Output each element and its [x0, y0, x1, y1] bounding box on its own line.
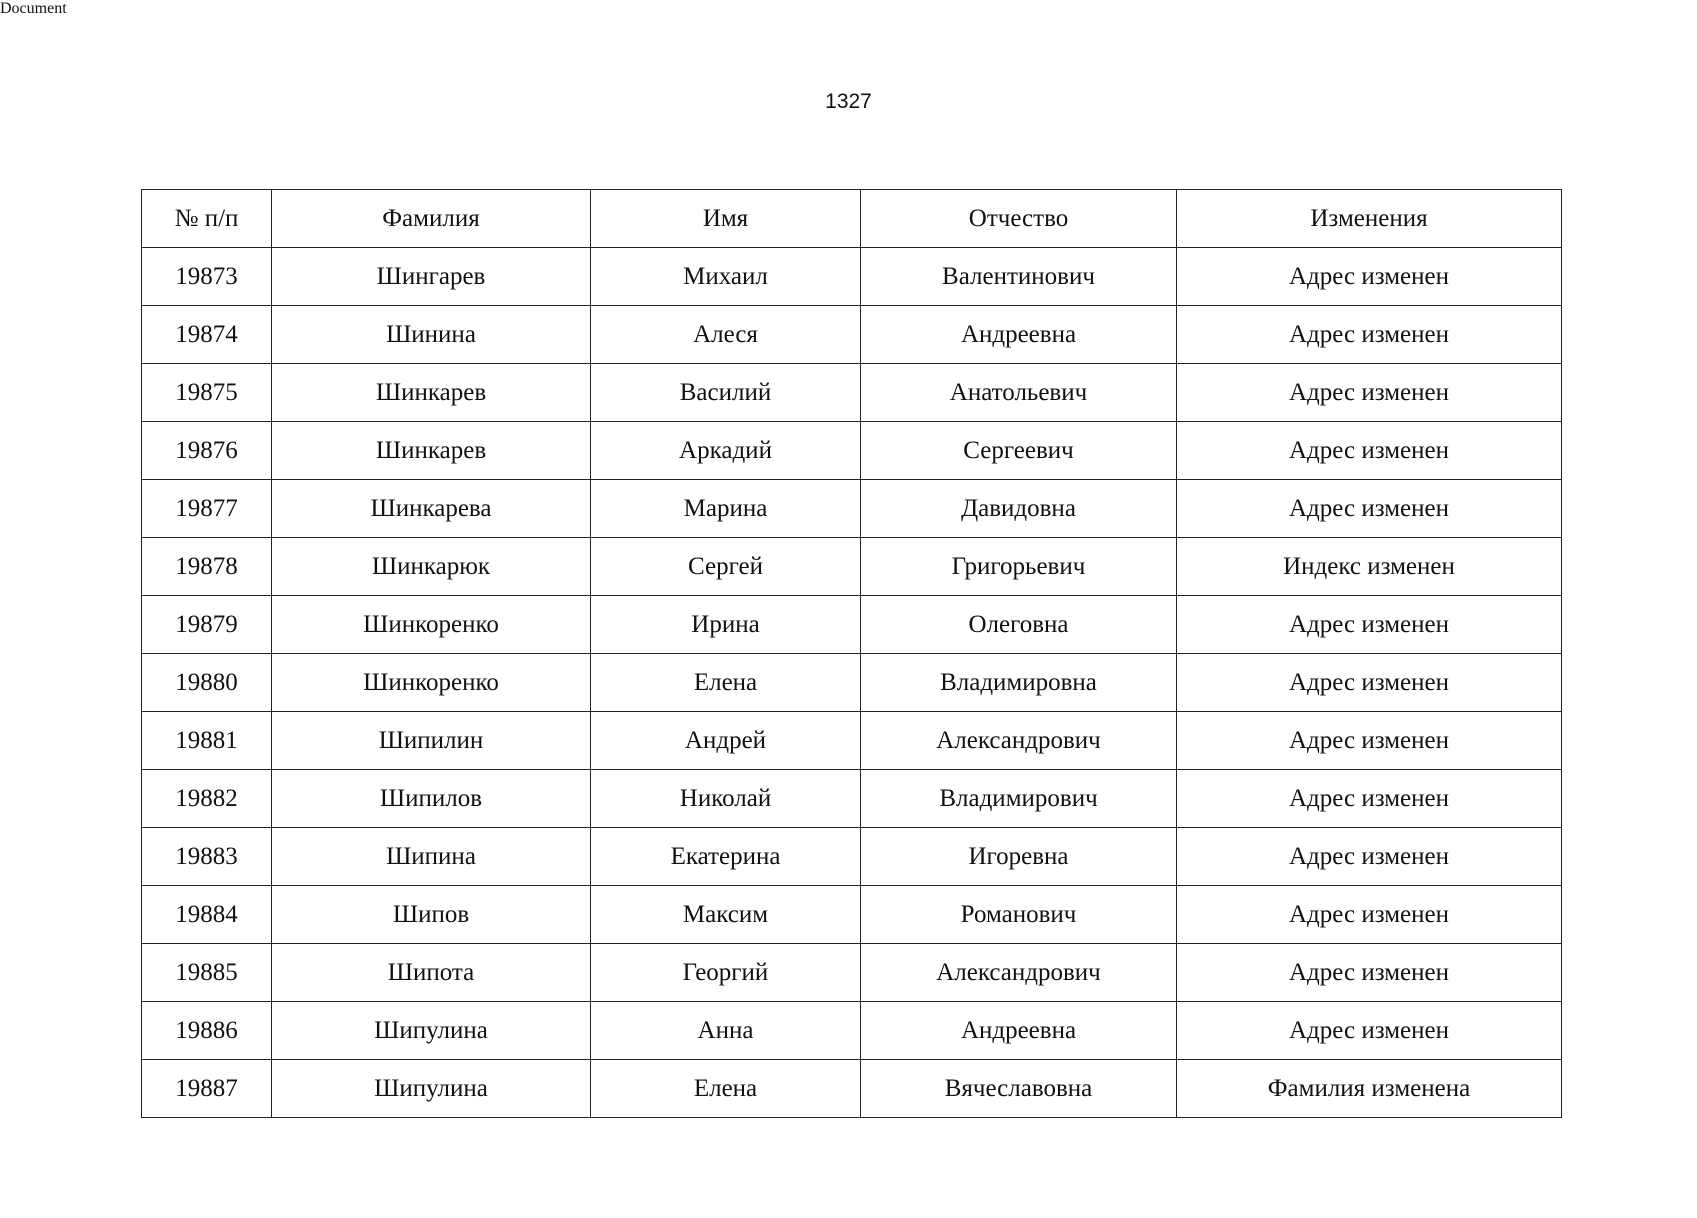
table-row [142, 480, 1562, 538]
cell-surname: Шинина [272, 306, 591, 364]
table-row [142, 770, 1562, 828]
table-row [142, 538, 1562, 596]
cell-surname: Шинкарюк [272, 538, 591, 596]
cell-patronymic: Анатольевич [861, 364, 1177, 422]
document-page [0, 18, 1697, 1218]
cell-surname: Шипулина [272, 1060, 591, 1118]
cell-number: 19884 [142, 886, 272, 944]
cell-number: 19885 [142, 944, 272, 1002]
cell-first-name: Алеся [591, 306, 861, 364]
cell-changes: Адрес изменен [1177, 422, 1562, 480]
cell-changes: Адрес изменен [1177, 1002, 1562, 1060]
cell-first-name: Сергей [591, 538, 861, 596]
cell-number: 19875 [142, 364, 272, 422]
table-row [142, 422, 1562, 480]
cell-patronymic: Владимирович [861, 770, 1177, 828]
cell-surname: Шинкоренко [272, 596, 591, 654]
cell-surname: Шипилов [272, 770, 591, 828]
cell-changes: Адрес изменен [1177, 944, 1562, 1002]
cell-first-name: Анна [591, 1002, 861, 1060]
cell-number: 19877 [142, 480, 272, 538]
cell-patronymic: Олеговна [861, 596, 1177, 654]
header-surname: Фамилия [272, 190, 591, 248]
cell-number: 19880 [142, 654, 272, 712]
cell-changes: Адрес изменен [1177, 712, 1562, 770]
cell-patronymic: Валентинович [861, 248, 1177, 306]
cell-surname: Шинкарев [272, 364, 591, 422]
cell-patronymic: Игоревна [861, 828, 1177, 886]
table-row [142, 1002, 1562, 1060]
cell-first-name: Василий [591, 364, 861, 422]
cell-first-name: Елена [591, 1060, 861, 1118]
cell-first-name: Екатерина [591, 828, 861, 886]
cell-first-name: Максим [591, 886, 861, 944]
cell-patronymic: Вячеславовна [861, 1060, 1177, 1118]
header-first-name: Имя [591, 190, 861, 248]
cell-first-name: Ирина [591, 596, 861, 654]
cell-patronymic: Григорьевич [861, 538, 1177, 596]
cell-surname: Шипов [272, 886, 591, 944]
cell-first-name: Аркадий [591, 422, 861, 480]
cell-number: 19874 [142, 306, 272, 364]
header-patronymic: Отчество [861, 190, 1177, 248]
cell-surname: Шингарев [272, 248, 591, 306]
page-number: 1327 [825, 90, 872, 113]
cell-number: 19887 [142, 1060, 272, 1118]
cell-surname: Шинкарева [272, 480, 591, 538]
cell-surname: Шинкарев [272, 422, 591, 480]
cell-number: 19886 [142, 1002, 272, 1060]
table-row [142, 654, 1562, 712]
cell-first-name: Георгий [591, 944, 861, 1002]
cell-surname: Шинкоренко [272, 654, 591, 712]
cell-surname: Шипина [272, 828, 591, 886]
header-number: № п/п [142, 190, 272, 248]
records-table [141, 189, 1562, 1118]
cell-patronymic: Давидовна [861, 480, 1177, 538]
table-row [142, 306, 1562, 364]
table-row [142, 1060, 1562, 1118]
cell-patronymic: Андреевна [861, 306, 1177, 364]
table-row [142, 828, 1562, 886]
cell-changes: Адрес изменен [1177, 306, 1562, 364]
cell-changes: Адрес изменен [1177, 770, 1562, 828]
table-header-row [142, 190, 1562, 248]
cell-first-name: Елена [591, 654, 861, 712]
cell-number: 19881 [142, 712, 272, 770]
cell-first-name: Андрей [591, 712, 861, 770]
cell-changes: Фамилия изменена [1177, 1060, 1562, 1118]
cell-patronymic: Романович [861, 886, 1177, 944]
table-row [142, 596, 1562, 654]
cell-changes: Индекс изменен [1177, 538, 1562, 596]
cell-surname: Шипулина [272, 1002, 591, 1060]
cell-number: 19873 [142, 248, 272, 306]
table-row [142, 712, 1562, 770]
cell-number: 19878 [142, 538, 272, 596]
cell-number: 19876 [142, 422, 272, 480]
cell-changes: Адрес изменен [1177, 596, 1562, 654]
cell-changes: Адрес изменен [1177, 828, 1562, 886]
cell-number: 19879 [142, 596, 272, 654]
cell-patronymic: Сергеевич [861, 422, 1177, 480]
table-row [142, 248, 1562, 306]
table-row [142, 886, 1562, 944]
cell-surname: Шипота [272, 944, 591, 1002]
cell-surname: Шипилин [272, 712, 591, 770]
cell-first-name: Николай [591, 770, 861, 828]
cell-changes: Адрес изменен [1177, 886, 1562, 944]
table-body [142, 248, 1562, 1118]
header-changes: Изменения [1177, 190, 1562, 248]
cell-patronymic: Владимировна [861, 654, 1177, 712]
cell-first-name: Марина [591, 480, 861, 538]
cell-number: 19882 [142, 770, 272, 828]
cell-first-name: Михаил [591, 248, 861, 306]
cell-number: 19883 [142, 828, 272, 886]
cell-changes: Адрес изменен [1177, 364, 1562, 422]
table-row [142, 944, 1562, 1002]
table-row [142, 364, 1562, 422]
cell-changes: Адрес изменен [1177, 248, 1562, 306]
cell-patronymic: Андреевна [861, 1002, 1177, 1060]
cell-patronymic: Александрович [861, 712, 1177, 770]
cell-changes: Адрес изменен [1177, 480, 1562, 538]
cell-changes: Адрес изменен [1177, 654, 1562, 712]
cell-patronymic: Александрович [861, 944, 1177, 1002]
